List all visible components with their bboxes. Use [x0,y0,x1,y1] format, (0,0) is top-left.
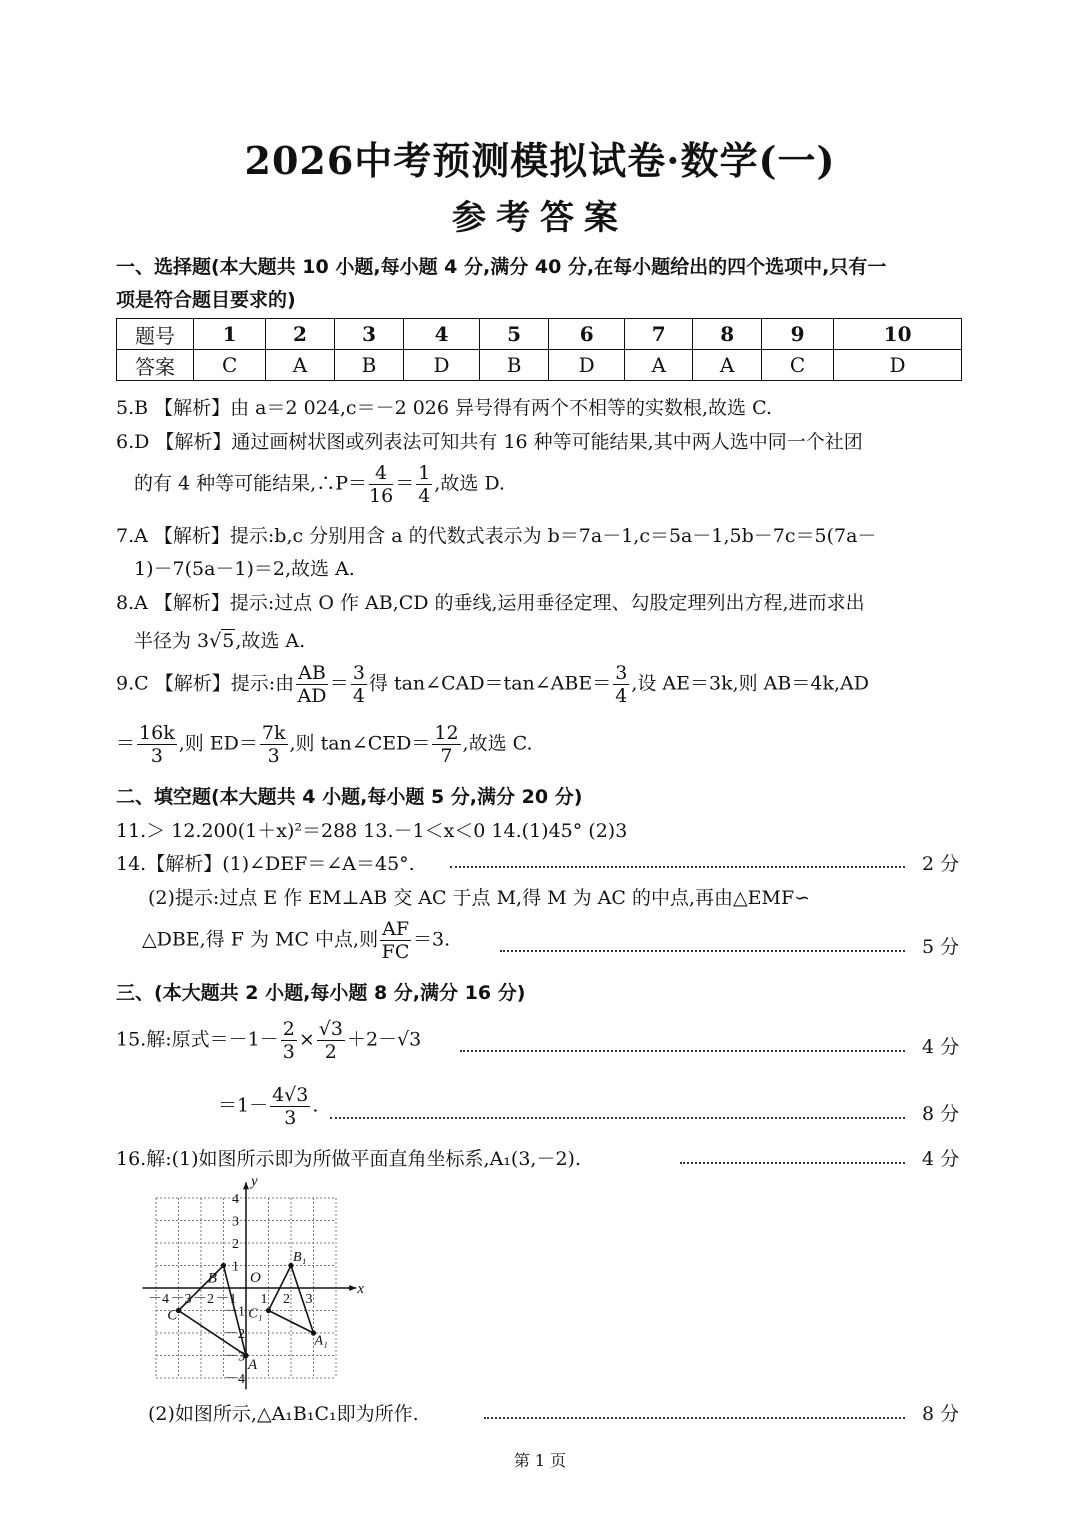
point-label-b1: B₁ [293,1250,307,1265]
x-tick-label: 1 [260,1292,268,1307]
q9-line2: ＝ $\frac{16k}{3}$ ,则 ED＝ $\frac{7k}{3}$ ,则 tan∠CED＝ $\frac{12}{7}$ ,故选 C. [116,722,533,767]
page-footer: 第 1 页 [513,1451,567,1470]
x-axis-label: x [357,1281,365,1297]
x-tick-label: －1 [215,1292,237,1307]
x-tick-label: －4 [148,1292,169,1307]
table-cell: C [194,350,266,381]
fraction: $\frac{12}{7}$ [434,722,459,767]
y-axis-arrow [243,1182,249,1189]
fraction: $\frac{16k}{3}$ [139,722,175,767]
fraction: $\frac{1}{4}$ [418,462,431,507]
y-axis-label: y [251,1174,258,1190]
fraction: $\frac{3}{4}$ [615,662,628,707]
answer-table-answer-row [117,350,962,381]
q7-line1: 7.A 【解析】提示:b,c 分别用含 a 的代数式表示为 b＝7a－1,c＝5a－1,5b－7c＝5(7a－ [116,525,877,547]
table-cell: D [549,350,625,381]
table-cell: 4 [404,319,480,350]
fraction: $\frac{3}{4}$ [352,662,365,707]
y-tick-label: 2 [232,1237,239,1252]
table-cell: 2 [266,319,334,350]
table-cell: 7 [624,319,692,350]
fraction: $\frac{4√3}{3}$ [272,1084,309,1129]
table-cell: B [479,350,549,381]
x-tick-label: 2 [283,1292,290,1307]
table-cell: 1 [194,319,266,350]
q7-line2: 1)－7(5a－1)＝2,故选 A. [134,558,355,580]
score: 8 分 [922,1403,960,1425]
point-label-a1: A₁ [314,1333,328,1349]
score: 4 分 [922,1036,960,1058]
fraction: $\frac{AB}{AD}$ [297,662,327,707]
coordinate-graph [136,1174,376,1394]
table-row-label: 答案 [117,350,194,381]
fraction: $\frac{√3}{2}$ [318,1018,343,1063]
table-cell: 10 [834,319,962,350]
q14-line3: △DBE,得 F 为 MC 中点,则 $\frac{AF}{FC}$ ＝3. [142,918,451,963]
page-subtitle: 参考答案 [452,198,628,238]
vertex-point [221,1263,226,1268]
q15-line1: 15.解:原式＝－1－ $\frac{2}{3}$ × $\frac{√3}{2}$ ＋2－√3 [116,1018,422,1063]
point-label-b: B [207,1270,217,1287]
dot-leader [500,950,905,952]
q6-line2: 的有 4 种等可能结果,∴P＝ $\frac{4}{16}$ ＝ $\frac{1}{4}$ ,故选 D. [134,462,505,507]
section2-heading: 二、填空题(本大题共 4 小题,每小题 5 分,满分 20 分) [116,786,583,808]
y-tick-label: 3 [232,1214,239,1230]
q5-text: 5.B 【解析】由 a＝2 024,c＝－2 026 异号得有两个不相等的实数根,故选 C. [116,397,772,419]
answer-table-number-row [117,319,962,350]
q9-line1: 9.C 【解析】提示:由 $\frac{AB}{AD}$ ＝ $\frac{3}{4}$ 得 tan∠CAD＝tan∠ABE＝ $\frac{3}{4}$ ,设 AE＝3k,则 AB＝4k,AD [116,662,869,707]
table-cell: D [834,350,962,381]
table-cell: D [404,350,480,381]
y-tick-label: －2 [224,1327,245,1342]
fraction: $\frac{AF}{FC}$ [381,918,410,963]
vertex-point [266,1308,271,1313]
section1-heading-line2: 项是符合题目要求的) [116,289,296,311]
q16-line1: 16.解:(1)如图所示即为所做平面直角坐标系,A₁(3,－2). [116,1148,581,1170]
origin-label: O [250,1270,261,1286]
table-cell: 6 [549,319,625,350]
table-cell: C [761,350,833,381]
fraction: $\frac{2}{3}$ [282,1018,295,1063]
y-tick-label: 1 [232,1259,239,1275]
q14-line2: (2)提示:过点 E 作 EM⊥AB 交 AC 于点 M,得 M 为 AC 的中点,再由△EMF∽ [148,887,811,909]
x-tick-label: －2 [193,1292,214,1307]
table-cell: B [334,350,404,381]
q8-line1: 8.A 【解析】提示:过点 O 作 AB,CD 的垂线,运用垂径定理、勾股定理列出方程,进而求出 [116,592,865,614]
point-label-a: A [248,1357,258,1373]
score: 8 分 [922,1103,960,1125]
point-label-c: C [167,1307,178,1324]
y-tick-label: －4 [224,1372,245,1387]
q6-line1: 6.D 【解析】通过画树状图或列表法可知共有 16 种等可能结果,其中两人选中同一个社团 [116,431,863,453]
table-cell: A [693,350,761,381]
table-cell: 8 [693,319,761,350]
dot-leader [460,1050,905,1052]
q14-line1: 14.【解析】(1)∠DEF＝∠A＝45°. [116,853,415,875]
answer-table [116,318,962,381]
q16-line2: (2)如图所示,△A₁B₁C₁即为所作. [148,1403,419,1425]
q15-line2: ＝1－ $\frac{4√3}{3}$ . [218,1084,319,1129]
dot-leader [330,1117,905,1119]
score: 2 分 [922,853,960,875]
table-cell: A [266,350,334,381]
x-tick-label: 3 [305,1292,313,1307]
table-cell: 5 [479,319,549,350]
section3-heading: 三、(本大题共 2 小题,每小题 8 分,满分 16 分) [116,982,526,1004]
q11-14-answers: 11.＞ 12.200(1＋x)²＝288 13.－1＜x＜0 14.(1)45° (2)3 [116,820,628,842]
y-tick-label: 4 [232,1192,239,1207]
table-cell: 9 [761,319,833,350]
table-cell: 3 [334,319,404,350]
fraction: $\frac{7k}{3}$ [261,722,286,767]
dot-leader [450,866,905,868]
dot-leader [484,1417,905,1419]
y-tick-label: －1 [224,1304,245,1320]
x-tick-label: －3 [170,1292,192,1307]
x-axis-arrow [349,1285,356,1291]
score: 5 分 [922,936,960,958]
table-cell: A [624,350,692,381]
table-row-label: 题号 [117,319,194,350]
score: 4 分 [922,1148,960,1170]
page-title: 2026中考预测模拟试卷·数学(一) [244,138,836,183]
y-tick-label: －3 [224,1349,245,1365]
q8-line2: 半径为 3√5,故选 A. [134,630,306,652]
fraction: $\frac{4}{16}$ [369,462,394,507]
point-label-c1: C₁ [248,1306,263,1322]
section1-heading-line1: 一、选择题(本大题共 10 小题,每小题 4 分,满分 40 分,在每小题给出的四个选项中,只有一 [116,256,887,278]
dot-leader [680,1162,905,1164]
